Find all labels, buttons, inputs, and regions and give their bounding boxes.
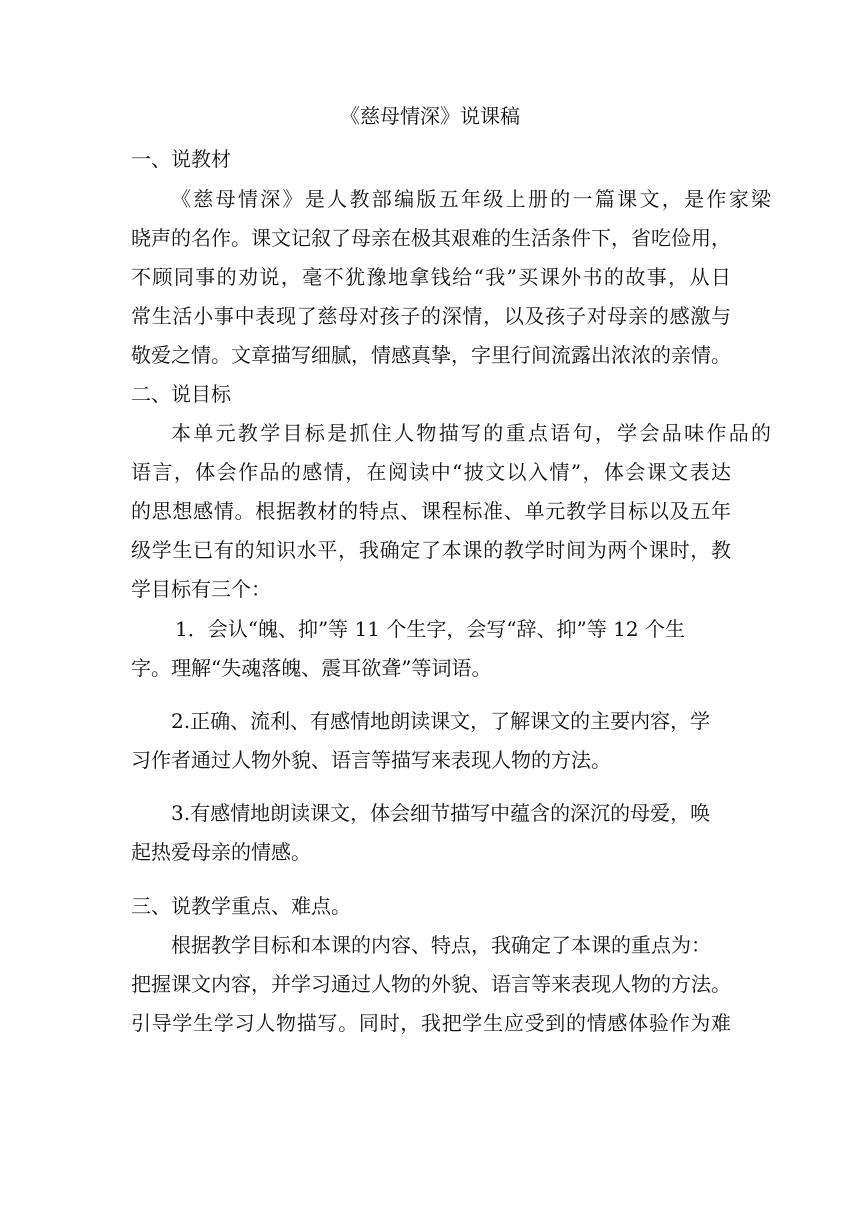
- section-heading-key-points: 三、说教学重点、难点。: [131, 894, 351, 918]
- section-heading-textbook: 一、说教材: [131, 147, 231, 171]
- paragraph-line: 级学生已有的知识水平，我确定了本课的教学时间为两个课时，教: [131, 538, 731, 562]
- paragraph-line: 学目标有三个：: [131, 577, 271, 601]
- paragraph-line: 不顾同事的劝说，毫不犹豫地拿钱给“我”买课外书的故事，从日: [131, 265, 731, 289]
- paragraph-line: 把握课文内容，并学习通过人物的外貌、语言等来表现人物的方法。: [131, 972, 731, 996]
- goal-item-1: 1．会认“魄、抑”等 11 个生字，会写“辞、抑”等 12 个生: [175, 617, 685, 641]
- page-title: 《慈母情深》说课稿: [340, 104, 520, 128]
- paragraph-line: 晓声的名作。课文记叙了母亲在极其艰难的生活条件下，省吃俭用，: [131, 226, 731, 250]
- goal-item-1-continued: 字。理解“失魂落魄、震耳欲聋”等词语。: [131, 656, 492, 680]
- paragraph-line: 《慈母情深》是人教部编版五年级上册的一篇课文，是作家梁: [171, 187, 771, 211]
- section-heading-goals: 二、说目标: [131, 382, 231, 406]
- paragraph-line: 本单元教学目标是抓住人物描写的重点语句，学会品味作品的: [171, 421, 771, 445]
- paragraph-line: 根据教学目标和本课的内容、特点，我确定了本课的重点为：: [171, 933, 711, 957]
- paragraph-line: 引导学生学习人物描写。同时，我把学生应受到的情感体验作为难: [131, 1011, 731, 1035]
- goal-item-2-continued: 习作者通过人物外貌、语言等描写来表现人物的方法。: [131, 748, 611, 772]
- paragraph-line: 的思想感情。根据教材的特点、课程标准、单元教学目标以及五年: [131, 499, 731, 523]
- paragraph-line: 敬爱之情。文章描写细腻，情感真挚，字里行间流露出浓浓的亲情。: [131, 343, 731, 367]
- paragraph-line: 常生活小事中表现了慈母对孩子的深情，以及孩子对母亲的感激与: [131, 304, 731, 328]
- goal-item-3-continued: 起热爱母亲的情感。: [131, 840, 311, 864]
- goal-item-2: 2.正确、流利、有感情地朗读课文，了解课文的主要内容，学: [171, 709, 711, 733]
- paragraph-line: 语言，体会作品的感情，在阅读中“披文以入情”，体会课文表达: [131, 460, 731, 484]
- goal-item-3: 3.有感情地朗读课文，体会细节描写中蕴含的深沉的母爱，唤: [171, 801, 711, 825]
